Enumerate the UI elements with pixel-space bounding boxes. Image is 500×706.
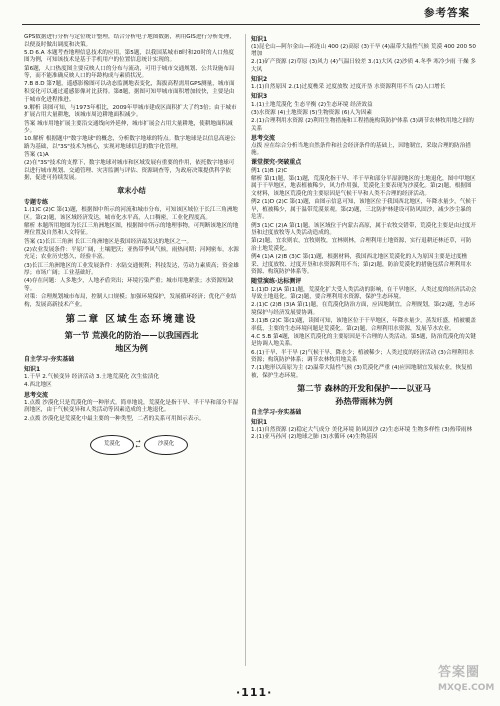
answer-text: 1.(1)自然资源 (2)稳定大气成分 美化环境 防风固沙 (2)生态环境 生物多样性 (3)热带雨林 2.(1)亚马孙河 (2)地球之肺 (3)水循环 (4)生物基因 [251, 426, 473, 441]
answer-text: (3)长江三角洲地区的工业发展条件：水陆交通便利；科技发达，劳动力素质高；资金雄厚；市场广阔；工业基础好。 [24, 262, 239, 277]
answer-text: (3)水资源 (4)土地资源 (5)生物资源 (6)人为因素 [251, 109, 372, 116]
knowledge-label: 知识3 [251, 93, 268, 101]
section-title: 第一节 荒漠化的防治——以我国西北 [64, 330, 199, 341]
answer-text: 10.解析 根据题中"数字地球"的概念，分析数字地球的特点。数字地球是以信息高速公路为基础，以"3S"技术为核心，实现对地球信息的数字化管理。 [24, 136, 236, 150]
answer-text: 1.(1)C (2)C 第(1)题，根据图中所示的河流和城市分布，可知该区域位于长江三角洲地区。第(2)题，该区域经济发达，城市化水平高，人口稠密，工业化程度高。 [24, 206, 238, 221]
classroom-heading: 课堂探究·突破重点 [251, 159, 302, 167]
watermark-line1: 答案圈 [438, 665, 481, 680]
answer-text: (4)存在问题：人多地少，人地矛盾突出；环境污染严重；城市用地紧张；水资源短缺等。 [24, 278, 234, 292]
answer-text: 例4 (1)A (2)B (3)C 第(1)题，根据材料，我国西北地区荒漠化的人为原因主要是过度樵采、过度放牧、过度开垦和水资源利用不当；第(2)题，防治荒漠化的措施包括合理利用水资源、构筑防护体系等。 [251, 254, 472, 276]
chapter-title: 第二章 区域生态环境建设 [65, 314, 198, 326]
answer-text: (2)在"3S"技术的支撑下，数字地球对城市和区域发展有重要的作用，依托数字地球可以进行城市规划、交通管理、灾害监测与评估、资源调查等，为政府决策提供科学依据，促进可持续发展。 [24, 160, 235, 182]
answer-text: 点拨 应在综合分析当地自然条件和社会经济条件的基础上，因地制宜，采取合理的防治措施。 [251, 142, 471, 157]
answer-text: 例2 (1)D (2)C 第(1)题，由图示信息可知，该地区位于我国西北地区，年降水量少，气候干旱，植被稀少，属于温带荒漠景观。第(2)题，三北防护林建设可防风固沙，减少沙尘暴的危害。 [251, 199, 477, 221]
answer-text: 第6题，人口热度图主要反映人口的分布与流动，可用于城市交通规划、公共设施布局等，而不能准确反映人口的年龄构成与素质状况。 [24, 65, 235, 80]
section-subtitle: 地区为例 [115, 343, 148, 354]
answer-text: 1.(1)土地荒漠化 生态平衡 (2)生态环境 经济效益 [251, 101, 373, 108]
self-study-heading: 自主学习·夯实基础 [24, 356, 75, 364]
knowledge-label: 知识1 [24, 366, 41, 374]
answer-text: 9.解析 读图可知，与1973年相比，2009年甲城市建成区面积扩大了约3倍；由于城市扩展占用大量耕地，该城市周边耕地面积减少。 [24, 104, 237, 119]
header-rule [22, 24, 480, 25]
answer-text: 4.C 5.B 第4题，该地区荒漠化的主要原因是不合理的人类活动。第5题，防治荒漠化的关键是协调人地关系。 [251, 333, 476, 348]
self-study-heading: 自主学习·夯实基础 [251, 408, 302, 416]
special-training-heading: 专题专练 [24, 198, 49, 206]
answer-text: 7.(1)地形以高原为主 (2)温带大陆性气候 (3)荒漠化严重 (4)应因地制宜发展农业，恢复植被，保护生态环境。 [251, 365, 473, 380]
watermark-logo [438, 664, 500, 704]
answer-text: 1.(1)自然原因 2.(1)过度樵采 过度放牧 过度开垦 水资源利用不当 (2)人口增长 [251, 84, 446, 91]
double-arrow-icon: → ← [135, 438, 141, 451]
answer-text: 解析 第(1)题，第(1)题，荒漠化指干旱、半干旱和部分半湿润地区的土地退化，图中甲地区属于干旱地区，地表植被稀少，风力作用强，荒漠化主要表现为沙漠化。第(2)题，根据图文材料，该地区荒漠化的主要原因是气候干旱和人类不合理的经济活动。 [251, 175, 476, 197]
section-title: 第二节 森林的开发和保护——以亚马 [297, 382, 431, 393]
thinking-heading: 思考交流 [24, 391, 49, 399]
answer-text: GPS数据进行分析与定位统计整理，结合分析电子地图数据，利用GIS进行分析处理，以便及时做出调度和决策。 [24, 34, 235, 48]
knowledge-label: 知识2 [251, 76, 268, 84]
chapter-summary-heading: 章末小结 [117, 186, 146, 196]
answer-text: 例3 (1)C (2)A 第(1)题，该区域位于内蒙古高原，属于农牧交错带，荒漠化主要是由过度开垦和过度放牧等人类活动造成的。 [251, 222, 476, 237]
watermark-line2: MXQE.COM [438, 682, 495, 693]
header-title: 参考答案 [424, 7, 470, 19]
knowledge-label: 知识1 [251, 418, 268, 426]
answer-text: 5.D 6.A 本题考查地理信息技术的应用。第5题，以我国某城市8时和20时的人口热度图为例，可知该技术是基于手机用户的位置信息统计实现的。 [24, 49, 235, 64]
answer-text: 例1 (1)B (2)C [251, 167, 288, 174]
knowledge-label: 知识1 [251, 35, 268, 43]
section-subtitle: 孙热带雨林为例 [335, 395, 393, 406]
answer-text: 解析 本题所用地图为长江三角洲地区图，根据图中所示的地理事物，可判断该地区的地理位置及自然和人文特征。 [24, 222, 239, 237]
answer-text: 2.(1)合理利用水资源 (2)利用生物措施和工程措施构筑防护体系 (3)调节农林牧用地之间的关系 [251, 117, 474, 132]
left-column [24, 34, 239, 666]
answer-text: 6.(1)干旱、半干旱 (2)气候干旱、降水少；植被稀少；人类过度的经济活动 (3)合理利用水资源；构筑防护体系；调节农林牧用地关系 [251, 349, 474, 364]
page-number: ·111· [236, 686, 273, 699]
thinking-heading: 思考交流 [251, 134, 276, 142]
answer-text: 答案 (1)A [24, 152, 49, 159]
self-test-heading: 随堂演练·达标测评 [251, 278, 302, 286]
answer-text: 对策：合理规划城市布局，控制人口规模；加强环境保护，发展循环经济；优化产业结构，发展高新技术产业。 [24, 294, 237, 308]
answer-text: 2.点拨 沙漠化是荒漠化中最主要的一种类型，二者的关系可用图示表示。 [24, 415, 205, 422]
answer-text: 答案 (1)长江三角洲 长江三角洲地区是我国经济最发达的地区之一。 [24, 238, 193, 245]
column-divider [245, 34, 246, 666]
answer-text: 3.(1)B (2)C 第(1)题，读图可知，该地区位于干旱地区，年降水量少，蒸发旺盛，植被覆盖率低，主要的生态环境问题是荒漠化。第(2)题，合理利用水资源，发展节水农业。 [251, 318, 477, 332]
desertification-oval: 荒漠化 [90, 435, 134, 455]
answer-text: 2.(1)C (2)B (3)A 第(1)题，在荒漠化防治方面，应因地制宜，合理规划，第(2)题，生态环境保护与经济发展要协调。 [251, 302, 476, 316]
answer-text: (2)农业发展条件：平原广阔，土壤肥沃；亚热带季风气候，雨热同期；河网密布，水源充足；农业历史悠久，经验丰富。 [24, 246, 239, 261]
relationship-diagram [24, 427, 239, 461]
answer-text: (1)昆仑山—阿尔金山—祁连山 400 (2)高原 (3)干旱 (4)温带大陆性气候 荒漠 400 200 50 增加 [251, 43, 476, 58]
answer-text: 1.(1)D (2)A 第(1)题，荒漠化扩大受人类活动的影响，在干旱地区，人类过度的经济活动会导致土地退化。第(2)题，要合理利用水资源，保护生态环境。 [251, 286, 477, 301]
sandification-oval: 沙漠化 [144, 435, 188, 455]
answer-text: 第(2)题，宜农则农，宜牧则牧，宜林则林，合理利用土地资源，实行退耕还林还草，可防治土地荒漠化。 [251, 238, 472, 252]
answer-text: 7.B 8.D 第7题，遥感影像图可以动态监测地表变化，海拔高程需用GPS测量，城市面积变化可以通过遥感影像对比获得。第8题，据图可知甲城市面积增加较快，主要是由于城市化进程推进。 [24, 81, 235, 103]
answer-text: 1.点拨 沙漠化只是荒漠化的一种形式。简单地说，荒漠化是指干旱、半干旱和部分半湿润地区，由于气候变异和人类活动等因素造成的土地退化。 [24, 399, 239, 414]
page-header [0, 0, 500, 30]
answer-text: 4.西北地区 [24, 382, 52, 389]
answer-text: 1.干旱 2.气候变异 经济活动 3.土地荒漠化 次生盐渍化 [24, 374, 159, 381]
answer-text: 2.(1)矿产资源 (2)草原 (3)风力 (4)气温日较差 3.(1)大风 (2)沙质 4.冬季 寒冷少雨 干燥 多大风 [251, 59, 476, 74]
right-column [251, 34, 477, 666]
answer-text: 答案 城市用地扩展主要沿交通线向外延伸，城市扩展会占用大量耕地，使耕地面积减少。 [24, 120, 233, 135]
